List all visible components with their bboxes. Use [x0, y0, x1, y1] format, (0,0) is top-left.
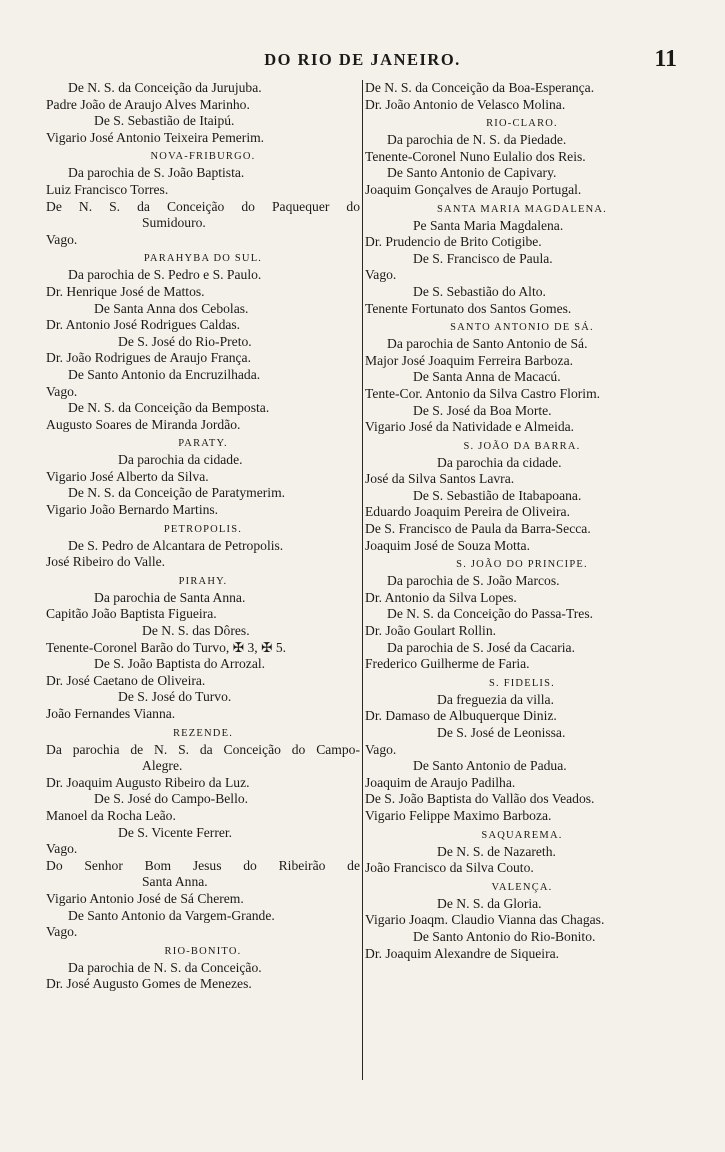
entry-line: De Santa Anna dos Cebolas. [94, 300, 249, 316]
section-heading: PIRAHY. [178, 575, 228, 587]
entry-line: De Santa Anna de Macacú. [413, 369, 561, 385]
entry-line: Dr. Henrique José de Mattos. [46, 283, 205, 299]
entry-line: Alegre. [142, 758, 183, 774]
entry-line: Da parochia de N. S. da Piedade. [387, 132, 567, 148]
entry-line: De N. S. de Nazareth. [437, 843, 556, 859]
section-heading: PARATY. [178, 438, 228, 450]
entry-line: De N. S. das Dôres. [142, 623, 250, 639]
entry-line: De N. S. da Conceição da Boa-Esperança. [365, 80, 595, 95]
entry-line: De S. José do Rio-Preto. [118, 333, 252, 349]
running-title: DO RIO DE JANEIRO. [264, 50, 461, 69]
entry-line: De Santo Antonio do Rio-Bonito. [413, 928, 596, 944]
section-heading: SAQUAREMA. [481, 829, 563, 841]
section-heading: S. JOÃO DO PRINCIPE. [456, 559, 588, 571]
entry-line: Vigario João Bernardo Martins. [46, 502, 219, 518]
entry-line: Vago. [365, 741, 397, 757]
entry-line: Joaquim de Araujo Padilha. [365, 774, 516, 790]
entry-line: De Santo Antonio da Encruzilhada. [68, 366, 261, 382]
entry-line: Dr. Joaquim Alexandre de Siqueira. [365, 945, 560, 961]
entry-line: Da parochia de N. S. da Conceição do Campo- [46, 741, 360, 757]
entry-line: José Ribeiro do Valle. [46, 554, 166, 570]
entry-line: Vago. [46, 231, 78, 247]
entry-line: De S. João Baptista do Vallão dos Veados. [365, 791, 595, 807]
entry-line: De S. Francisco de Paula. [413, 250, 553, 266]
entry-line: De S. José do Turvo. [118, 689, 232, 705]
page-header [0, 46, 725, 76]
entry-line: Dr. João Goulart Rollin. [365, 623, 497, 639]
entry-line: De S. Sebastião do Alto. [413, 283, 546, 299]
section-heading: S. JOÃO DA BARRA. [463, 440, 581, 452]
section-heading: RIO-CLARO. [486, 118, 558, 130]
entry-line: Vago. [46, 924, 78, 940]
section-heading: NOVA-FRIBURGO. [150, 151, 256, 163]
section-heading: S. FIDELIS. [489, 677, 555, 689]
entry-line: De Santo Antonio de Capivary. [387, 165, 557, 181]
entry-line: De S. João Baptista do Arrozal. [94, 656, 266, 672]
entry-line: De S. José do Campo-Bello. [94, 791, 249, 807]
section-heading: PETROPOLIS. [163, 523, 243, 535]
entry-line: Vigario José da Natividade e Almeida. [365, 419, 575, 435]
entry-line: Da parochia de S. Pedro e S. Paulo. [68, 267, 262, 283]
entry-line: De S. José da Boa Morte. [413, 402, 552, 418]
entry-line: Da parochia da cidade. [437, 454, 562, 470]
entry-line: Joaquim Gonçalves de Araujo Portugal. [365, 181, 582, 197]
entry-line: Frederico Guilherme de Faria. [365, 656, 530, 672]
entry-line: Major José Joaquim Ferreira Barboza. [365, 352, 573, 368]
entry-line: Vigario Felippe Maximo Barboza. [365, 807, 552, 823]
entry-line: De N. S. da Conceição da Bemposta. [68, 400, 270, 416]
entry-line: De S. Sebastião de Itaipú. [94, 113, 235, 129]
entry-line: Pe Santa Maria Magdalena. [413, 217, 564, 233]
entry-line: De Santo Antonio de Padua. [413, 758, 567, 774]
entry-line: Dr. Antonio José Rodrigues Caldas. [46, 317, 241, 333]
entry-line: Dr. João Rodrigues de Araujo França. [46, 350, 251, 366]
entry-line: Dr. Antonio da Silva Lopes. [365, 589, 517, 605]
entry-line: De N. S. da Conceição do Passa-Tres. [387, 606, 594, 622]
column-divider [362, 80, 363, 1080]
entry-line: Da parochia de Santo Antonio de Sá. [387, 336, 588, 352]
entry-line: Da parochia de S. João Marcos. [387, 573, 560, 589]
entry-line: Da parochia da cidade. [118, 452, 243, 468]
entry-line: Vigario José Antonio Teixeira Pemerim. [46, 129, 265, 145]
entry-line: João Fernandes Vianna. [46, 706, 176, 721]
entry-line: Da parochia de N. S. da Conceição. [68, 959, 262, 975]
entry-line: De N. S. da Conceição do Paquequer do [46, 198, 360, 214]
entry-line: Vigario Antonio José de Sá Cherem. [46, 890, 244, 906]
entry-line: Dr. José Augusto Gomes de Menezes. [46, 976, 252, 992]
entry-line: José da Silva Santos Lavra. [365, 471, 515, 487]
entry-line: Dr. João Antonio de Velasco Molina. [365, 96, 566, 112]
section-heading: SANTO ANTONIO DE SÁ. [450, 322, 594, 334]
entry-line: Joaquim José de Souza Motta. [365, 537, 530, 553]
entry-line: De S. Vicente Ferrer. [118, 824, 233, 840]
entry-line: Dr. Prudencio de Brito Cotigibe. [365, 234, 542, 250]
entry-line: Tente-Cor. Antonio da Silva Castro Florim. [365, 385, 601, 401]
entry-line: De S. Pedro de Alcantara de Petropolis. [68, 537, 284, 553]
section-heading: SANTA MARIA MAGDALENA. [437, 203, 607, 215]
entry-line: Manoel da Rocha Leão. [46, 807, 176, 823]
section-heading: VALENÇA. [491, 881, 553, 893]
entry-line: De N. S. da Conceição de Paratymerim. [68, 485, 286, 501]
entry-line: Dr. Joaquim Augusto Ribeiro da Luz. [46, 774, 250, 790]
entry-line: Do Senhor Bom Jesus do Ribeirão de [46, 857, 360, 873]
entry-line: Da parochia de S. João Baptista. [68, 165, 245, 181]
entry-line: De S. Francisco de Paula da Barra-Secca. [365, 521, 591, 537]
entry-line: Eduardo Joaquim Pereira de Oliveira. [365, 504, 570, 520]
entry-line: De Santo Antonio da Vargem-Grande. [68, 907, 275, 923]
entry-line: De S. José de Leonissa. [437, 725, 566, 740]
entry-line: Vigario Joaqm. Claudio Vianna das Chagas. [365, 912, 605, 928]
section-heading: RIO-BONITO. [164, 945, 242, 957]
entry-line: De S. Sebastião de Itabapoana. [413, 487, 582, 503]
entry-line: Vago. [46, 383, 78, 399]
entry-line: Tenente Fortunato dos Santos Gomes. [365, 300, 572, 316]
entry-line: Dr. Damaso de Albuquerque Diniz. [365, 708, 557, 724]
entry-line: Da parochia de Santa Anna. [94, 589, 246, 605]
right-column [365, 80, 679, 962]
entry-line: De N. S. da Conceição da Jurujuba. [68, 80, 262, 95]
page-number: 11 [654, 46, 677, 72]
entry-line: Tenente-Coronel Nuno Eulalio dos Reis. [365, 148, 586, 164]
entry-line: Da freguezia da villa. [437, 691, 554, 707]
entry-line: Vago. [365, 267, 397, 283]
left-column [46, 80, 360, 993]
entry-line: Santa Anna. [142, 874, 208, 890]
entry-line: Tenente-Coronel Barão do Turvo, ✠ 3, ✠ 5. [46, 639, 287, 655]
entry-line: Padre João de Araujo Alves Marinho. [46, 96, 250, 112]
entry-line: Capitão João Baptista Figueira. [46, 606, 217, 622]
entry-line: Da parochia de S. José da Cacaria. [387, 639, 575, 655]
entry-line: Vago. [46, 841, 78, 857]
entry-line: Vigario José Alberto da Silva. [46, 468, 209, 484]
entry-line: Augusto Soares de Miranda Jordão. [46, 416, 241, 432]
entry-line: João Francisco da Silva Couto. [365, 860, 534, 876]
section-heading: REZENDE. [172, 727, 234, 739]
entry-line: De N. S. da Gloria. [437, 895, 542, 911]
section-heading: PARAHYBA DO SUL. [143, 253, 263, 265]
entry-line: Luiz Francisco Torres. [46, 181, 169, 197]
entry-line: Dr. José Caetano de Oliveira. [46, 672, 206, 688]
entry-line: Sumidouro. [142, 215, 206, 231]
